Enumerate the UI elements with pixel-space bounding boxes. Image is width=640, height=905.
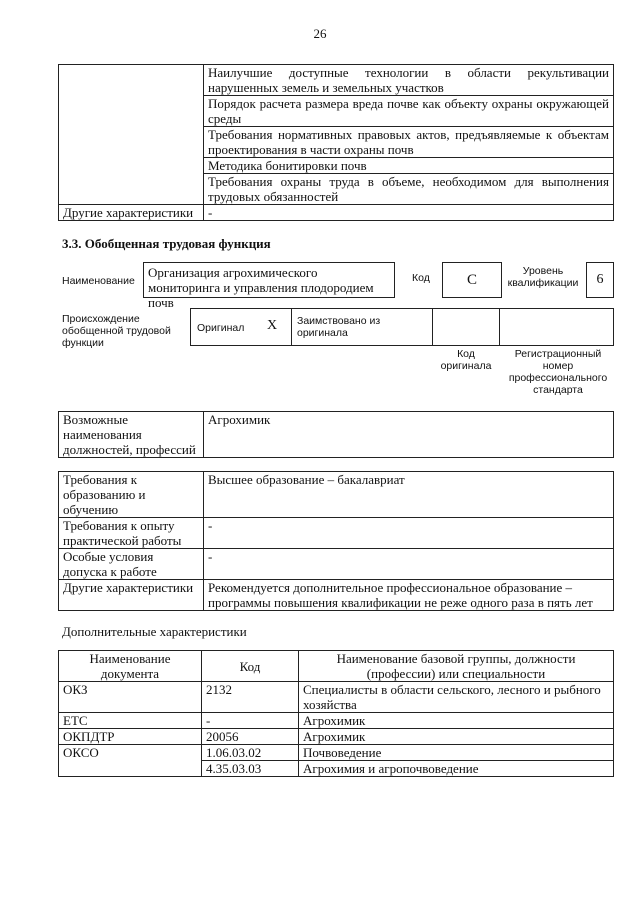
- page-number: 26: [313, 26, 327, 41]
- table-row: [59, 472, 614, 518]
- table-row: [59, 549, 614, 580]
- table-row: [59, 745, 614, 761]
- table-cell: 20056: [202, 729, 299, 745]
- table-cell: ЕТС: [59, 713, 202, 729]
- requirement-value: -: [204, 518, 614, 549]
- original-label: Оригинал: [197, 322, 245, 334]
- divider: [432, 309, 433, 345]
- table-cell: Агрохимик: [299, 729, 614, 745]
- requirement-value: -: [204, 549, 614, 580]
- table-row: [59, 65, 614, 96]
- possible-names-label: Возможные наименования должностей, профессий: [59, 412, 204, 458]
- table-cell: ОКПДТР: [59, 729, 202, 745]
- original-mark: Х: [267, 318, 278, 333]
- other-characteristics-value: -: [204, 205, 614, 221]
- other-characteristics-label: Другие характеристики: [59, 205, 204, 221]
- table-cell: ОКЗ: [59, 682, 202, 713]
- code-original-caption: Код оригинала: [440, 348, 492, 372]
- possible-names-table: [58, 411, 614, 458]
- origin-label: Происхождение обобщенной трудовой функции: [62, 313, 171, 349]
- gtf-code-box: С: [442, 262, 502, 298]
- table-cell: Почвоведение: [299, 745, 614, 761]
- origin-box: [190, 308, 614, 346]
- table-row: [59, 518, 614, 549]
- borrowed-label: Заимствовано из оригинала: [297, 315, 381, 339]
- section-heading: 3.3. Обобщенная трудовая функция: [62, 236, 271, 251]
- requirements-table: [58, 471, 614, 611]
- requirement-value: Рекомендуется дополнительное профессиональное образование – программы повышения квалификации не реже одного раза в пять лет: [204, 580, 614, 611]
- code-label: Код: [412, 272, 430, 284]
- knowledge-item: Наилучшие доступные технологии в области рекультивации нарушенных земель и земельных участков: [204, 65, 614, 96]
- table-row: [59, 412, 614, 458]
- table-cell: Специалисты в области сельского, лесного и рыбного хозяйства: [299, 682, 614, 713]
- table-cell: Агрохимик: [299, 713, 614, 729]
- table-row: [59, 713, 614, 729]
- requirement-label: Требования к опыту практической работы: [59, 518, 204, 549]
- additional-heading: Дополнительные характеристики: [62, 624, 247, 639]
- requirement-label: Требования к образованию и обучению: [59, 472, 204, 518]
- requirement-value: Высшее образование – бакалавриат: [204, 472, 614, 518]
- knowledge-item: Требования охраны труда в объеме, необходимом для выполнения трудовых обязанностей: [204, 174, 614, 205]
- knowledge-table: [58, 64, 614, 221]
- divider: [291, 309, 292, 345]
- knowledge-item: Порядок расчета размера вреда почве как объекту охраны окружающей среды: [204, 96, 614, 127]
- level-label: Уровень квалификации: [507, 265, 579, 289]
- gtf-name-box: Организация агрохимического мониторинга и управления плодородием почв: [143, 262, 395, 298]
- additional-table: [58, 650, 614, 777]
- table-cell: -: [202, 713, 299, 729]
- table-cell: 1.06.03.02: [202, 745, 299, 761]
- empty-cell: [59, 65, 204, 205]
- knowledge-item: Методика бонитировки почв: [204, 158, 614, 174]
- gtf-level-box: 6: [586, 262, 614, 298]
- table-header-row: [59, 651, 614, 682]
- knowledge-item: Требования нормативных правовых актов, предъявляемые к объектам проектирования в части охраны почв: [204, 127, 614, 158]
- table-row: [59, 580, 614, 611]
- table-row: [59, 729, 614, 745]
- table-cell: Агрохимия и агропочвоведение: [299, 761, 614, 777]
- header-code: Код: [202, 651, 299, 682]
- requirement-label: Другие характеристики: [59, 580, 204, 611]
- table-cell: 2132: [202, 682, 299, 713]
- header-group: Наименование базовой группы, должности (профессии) или специальности: [299, 651, 614, 682]
- requirement-label: Особые условия допуска к работе: [59, 549, 204, 580]
- table-cell: ОКСО: [59, 745, 202, 777]
- table-cell: 4.35.03.03: [202, 761, 299, 777]
- possible-names-value: Агрохимик: [204, 412, 614, 458]
- table-row: [59, 682, 614, 713]
- reg-number-caption: Регистрационный номер профессионального стандарта: [508, 348, 608, 396]
- divider: [499, 309, 500, 345]
- table-row: [59, 205, 614, 221]
- name-label: Наименование: [62, 275, 135, 287]
- header-document: Наименование документа: [59, 651, 202, 682]
